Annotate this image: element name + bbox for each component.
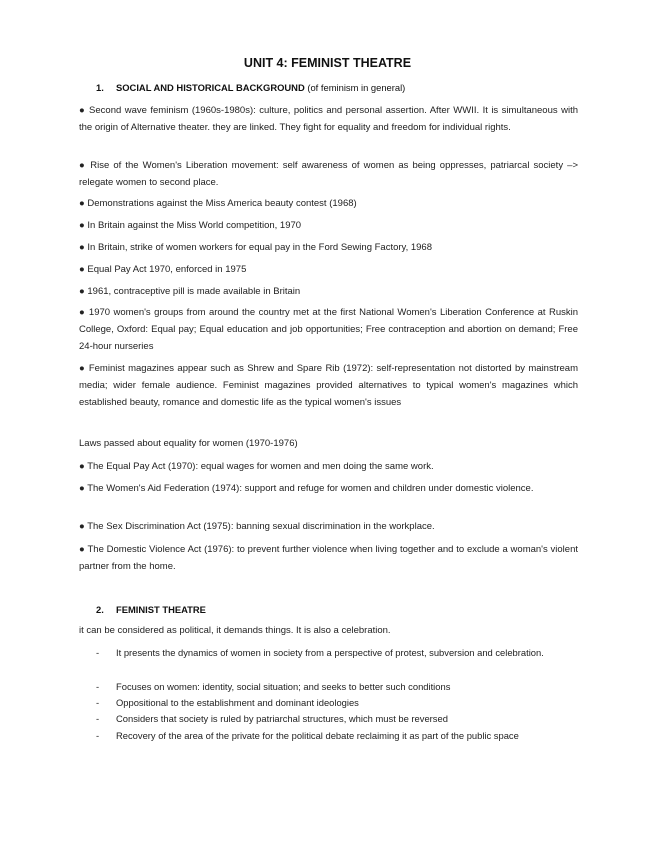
law-womens-aid: ● The Women's Aid Federation (1974): support and refuge for women and children under domestic violence. — [79, 483, 534, 494]
bullet-second-wave: ● Second wave feminism (1960s-1980s): culture, politics and personal assertion. After WWII. It is simultaneous with the origin of Alternative theater. they are linked. They fight for equality and freedom for individual rights. — [79, 105, 578, 134]
section-1-note: (of feminism in general) — [307, 82, 406, 93]
list-item — [96, 679, 578, 696]
bullet-miss-america: ● Demonstrations against the Miss America beauty contest (1968) — [79, 198, 357, 209]
section-2-heading — [96, 604, 206, 615]
list-item — [96, 728, 578, 745]
bullet-ford-strike: ● In Britain, strike of women workers for equal pay in the Ford Sewing Factory, 1968 — [79, 242, 432, 253]
dash-marker: - — [96, 713, 100, 724]
bullet-feminist-magazines: ● Feminist magazines appear such as Shrew and Spare Rib (1972): self-representation not distorted by mainstream media; wider female audience. Feminist magazines provided alternatives to typical women's magazines which established beauty, romance and domestic life as the typical women's issues — [79, 363, 578, 409]
section-1-title: SOCIAL AND HISTORICAL BACKGROUND — [116, 82, 305, 93]
section-1-number: 1. — [96, 82, 104, 93]
list-item-text: It presents the dynamics of women in society from a perspective of protest, subversion and celebration. — [116, 647, 544, 658]
bullet-equal-pay-act: ● Equal Pay Act 1970, enforced in 1975 — [79, 264, 247, 275]
section-2-number: 2. — [96, 604, 104, 615]
bullet-ruskin-conference: ● 1970 women's groups from around the country met at the first National Women's Liberation Conference at Ruskin College, Oxford: Equal pay; Equal education and job opportunities; Free contraception and abortion on demand; Free 24-hour nurseries — [79, 307, 578, 353]
dash-marker: - — [96, 730, 100, 741]
laws-intro: Laws passed about equality for women (1970-1976) — [79, 438, 298, 449]
dash-marker: - — [96, 697, 100, 708]
law-equal-pay: ● The Equal Pay Act (1970): equal wages for women and men doing the same work. — [79, 461, 434, 472]
law-domestic-violence: ● The Domestic Violence Act (1976): to prevent further violence when living together and to exclude a woman's violent partner from the home. — [79, 544, 578, 573]
list-item — [96, 695, 578, 712]
dash-marker: - — [96, 681, 100, 692]
section-2-intro: it can be considered as political, it demands things. It is also a celebration. — [79, 625, 391, 636]
list-item — [96, 645, 578, 662]
bullet-womens-liberation: ● Rise of the Women's Liberation movement: self awareness of women as being oppresses, patriarcal society –> relegate women to second place. — [79, 160, 578, 189]
dash-marker: - — [96, 647, 100, 658]
law-sex-discrimination: ● The Sex Discrimination Act (1975): banning sexual discrimination in the workplace. — [79, 521, 435, 532]
list-item-text: Recovery of the area of the private for the political debate reclaiming it as part of the public space — [116, 730, 519, 741]
list-item-text: Oppositional to the establishment and dominant ideologies — [116, 697, 359, 708]
page-title: UNIT 4: FEMINIST THEATRE — [243, 56, 412, 70]
section-1-heading — [96, 82, 405, 93]
section-2-title: FEMINIST THEATRE — [116, 604, 206, 615]
list-item-text: Considers that society is ruled by patriarchal structures, which must be reversed — [116, 713, 448, 724]
bullet-contraceptive-pill: ● 1961, contraceptive pill is made available in Britain — [79, 286, 301, 297]
bullet-miss-world: ● In Britain against the Miss World competition, 1970 — [79, 220, 302, 231]
list-item-text: Focuses on women: identity, social situation; and seeks to better such conditions — [116, 681, 451, 692]
list-item — [96, 711, 578, 728]
